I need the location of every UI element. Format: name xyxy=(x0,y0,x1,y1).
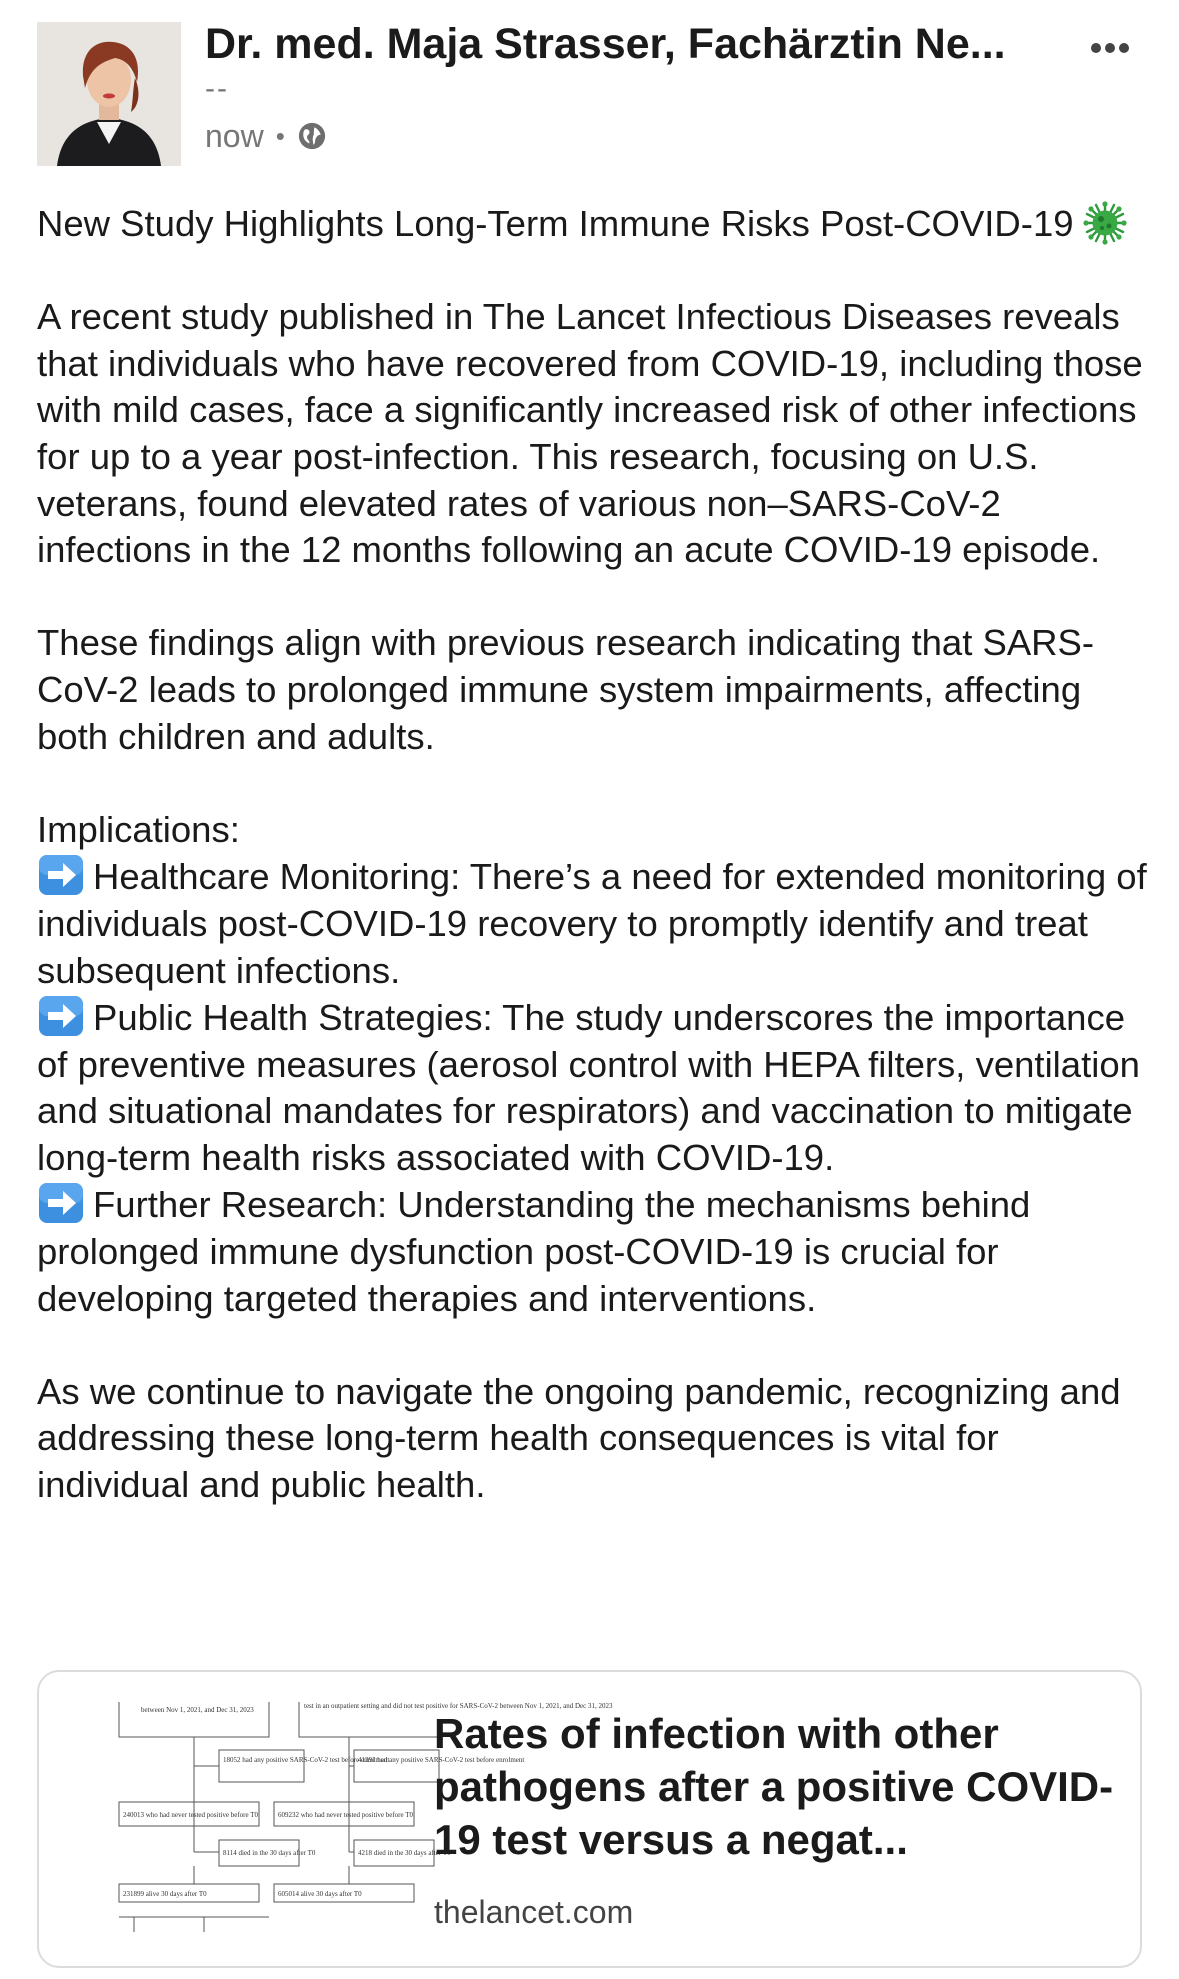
author-name[interactable]: Dr. med. Maja Strasser, Fachärztin Ne... xyxy=(205,20,1006,68)
author-headline: -- xyxy=(205,72,229,105)
flowchart-label: test in an outpatient setting and did not test positive for SARS-CoV-2 between Nov 1, 2021, and Dec 31, 2023 xyxy=(304,1702,613,1710)
more-horizontal-icon xyxy=(1090,42,1130,54)
paragraph-conclusion: As we continue to navigate the ongoing pandemic, recognizing and addressing these long-term health consequences is vital for individual and public health. xyxy=(37,1370,1121,1506)
flowchart-label: 4218 died in the 30 days after T0 xyxy=(358,1849,451,1857)
implications-heading: Implications: xyxy=(37,808,240,850)
post-time: now xyxy=(205,117,264,154)
spacer xyxy=(37,248,1147,295)
post-text xyxy=(37,200,1147,1509)
right-arrow-emoji-icon xyxy=(37,853,85,897)
spacer xyxy=(37,574,1147,621)
implication-item xyxy=(37,853,1147,994)
link-title[interactable]: Rates of infection with other pathogens after a positive COVID-19 test versus a negat... xyxy=(434,1710,1114,1863)
implication-text: Further Research: Understanding the mechanisms behind prolonged immune dysfunction post-COVID-19 is crucial for developing targeted therapies and interventions. xyxy=(37,1184,1031,1319)
flowchart-label: 8114 died in the 30 days after T0 xyxy=(223,1849,316,1857)
post-header xyxy=(0,0,1179,190)
implication-item xyxy=(37,994,1147,1181)
paragraph-findings: These findings align with previous research indicating that SARS-CoV-2 leads to prolonged immune system impairments, affecting both children and adults. xyxy=(37,622,1095,757)
post-meta xyxy=(205,116,327,156)
author-avatar[interactable] xyxy=(37,22,181,166)
post-title-line xyxy=(37,200,1147,248)
implication-text: Healthcare Monitoring: There’s a need for extended monitoring of individuals post-COVID-19 recovery to promptly identify and treat subsequent infections. xyxy=(37,856,1147,991)
flowchart-label: 41391 had any positive SARS-CoV-2 test before enrolment xyxy=(358,1756,525,1764)
globe-icon xyxy=(297,121,327,151)
more-options-button[interactable] xyxy=(1082,28,1138,68)
flowchart-label: 609232 who had never tested positive before T0 xyxy=(278,1811,413,1819)
meta-separator: • xyxy=(275,120,285,151)
virus-emoji-icon xyxy=(1082,200,1128,246)
flowchart-label: between Nov 1, 2021, and Dec 31, 2023 xyxy=(141,1706,254,1714)
avatar-photo xyxy=(37,22,181,166)
post-title: New Study Highlights Long-Term Immune Risks Post-COVID-19 xyxy=(37,203,1074,244)
right-arrow-emoji-icon xyxy=(37,994,85,1038)
implication-text: Public Health Strategies: The study underscores the importance of preventive measures (aerosol control with HEPA filters, ventilation and situational mandates for respirators) and vaccination to mitigate long-term health risks associated with COVID-19. xyxy=(37,997,1140,1178)
spacer xyxy=(37,1322,1147,1369)
flowchart-label: 240013 who had never tested positive before T0 xyxy=(123,1811,258,1819)
paragraph-study: A recent study published in The Lancet Infectious Diseases reveals that individuals who have recovered from COVID-19, including those with mild cases, face a significantly increased risk of other infections for up to a year post-infection. This research, focusing on U.S. veterans, found elevated rates of various non–SARS-CoV-2 infections in the 12 months following an acute COVID-19 episode. xyxy=(37,296,1143,571)
link-preview-card[interactable] xyxy=(37,1670,1142,1968)
right-arrow-emoji-icon xyxy=(37,1181,85,1225)
flowchart-label: 18052 had any positive SARS-CoV-2 test before enrolment xyxy=(223,1756,390,1764)
spacer xyxy=(37,760,1147,807)
implication-item xyxy=(37,1181,1147,1322)
flowchart-label: 231899 alive 30 days after T0 xyxy=(123,1890,207,1898)
link-domain: thelancet.com xyxy=(434,1894,634,1930)
flowchart-label: 605014 alive 30 days after T0 xyxy=(278,1890,362,1898)
